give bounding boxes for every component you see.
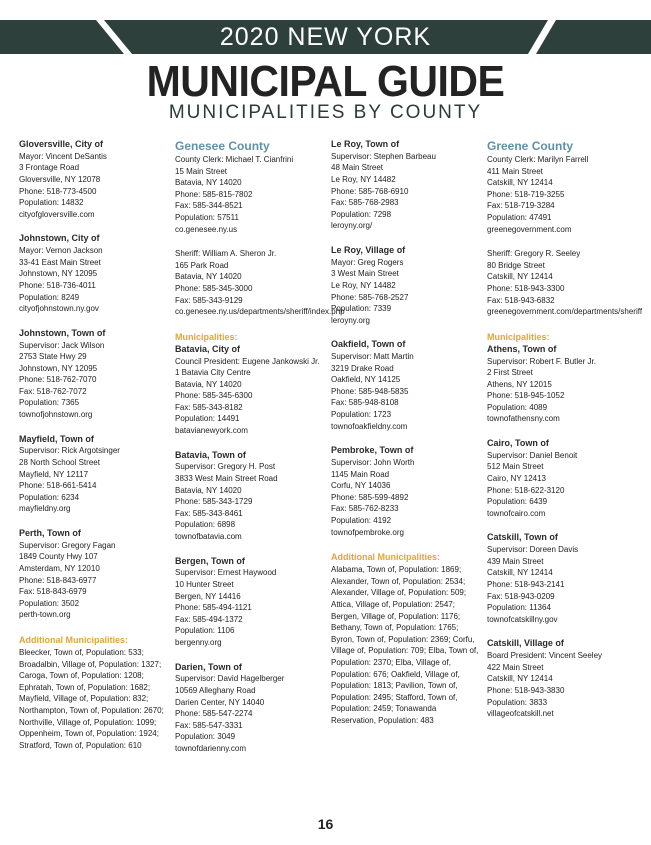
municipality-name: Cairo, Town of [487, 438, 549, 449]
county-clerk-block-line: Phone: 518-719-3255 [487, 189, 565, 199]
county-clerk-block-line: greenegovernment.com [487, 224, 572, 234]
municipality-detail: Fax: 585-343-8461 [175, 508, 243, 518]
municipality-entry [175, 344, 325, 437]
county-clerk-block-line: 15 Main Street [175, 166, 228, 176]
municipality-detail: Mayor: Vernon Jackson [19, 246, 103, 256]
municipality-detail: Supervisor: Stephen Barbeau [331, 151, 436, 161]
municipality-detail: Supervisor: David Hagelberger [175, 674, 285, 684]
municipality-detail: Supervisor: Ernest Haywood [175, 568, 277, 578]
municipality-detail: 10569 Alleghany Road [175, 685, 256, 695]
municipality-detail: Population: 4089 [487, 402, 548, 412]
sheriff-block-line: Sheriff: Gregory R. Seeley [487, 249, 581, 259]
municipality-detail: Phone: 518-943-3830 [487, 685, 565, 695]
municipalities-heading: Municipalities: [175, 331, 238, 342]
banner-title: 2020 NEW YORK [219, 23, 432, 51]
municipality-detail: Population: 6898 [175, 520, 236, 530]
municipality-detail: Fax: 585-948-8108 [331, 398, 399, 408]
municipality-entry [487, 532, 637, 625]
sheriff-block-line: Fax: 585-343-9129 [175, 295, 243, 305]
municipality-entry [19, 434, 169, 515]
municipality-detail: Amsterdam, NY 12010 [19, 564, 100, 574]
municipality-detail: Supervisor: Doreen Davis [487, 545, 579, 555]
sheriff-block-line: 80 Bridge Street [487, 260, 545, 270]
municipality-detail: 3833 West Main Street Road [175, 474, 278, 484]
municipality-entry [175, 450, 325, 543]
municipality-detail: Mayfield, NY 12117 [19, 469, 89, 479]
additional-municipalities-text: Alabama, Town of, Population: 1869; Alexander, Town of, Population: 2534; Alexander, Village of, Population: 509; Attica, Village of, Population: 2547; Bergen, Village of, Population: 1176; Bethany, Town of, Population: 1765; Byron, Town of, Population: 2369; Corfu, Village of, Population: 709; Elba, Town of, Population: 2370; Elba, Village of, Population: 676; Oakfield, Village of, Population: 1813; Pavilion, Town of, Population: 2495; Stafford, Town of, Population: 2459; Tonawanda Reservation, Population: 483 [331, 565, 479, 725]
municipality-detail: Johnstown, NY 12095 [19, 363, 98, 373]
municipality-detail: 3 West Main Street [331, 269, 399, 279]
sheriff-block-line: Catskill, NY 12414 [487, 272, 553, 282]
municipality-detail: Phone: 518-773-4500 [19, 186, 97, 196]
municipality-detail: cityofgloversville.com [19, 209, 95, 219]
municipality-entry [487, 344, 637, 425]
municipality-detail: Fax: 585-547-3331 [175, 720, 243, 730]
municipality-detail: Supervisor: Jack Wilson [19, 340, 105, 350]
municipality-detail: Fax: 518-762-7072 [19, 386, 87, 396]
municipality-detail: Phone: 585-345-6300 [175, 391, 253, 401]
municipality-detail: Supervisor: John Worth [331, 458, 415, 468]
municipality-detail: Supervisor: Rick Argotsinger [19, 446, 120, 456]
municipality-detail: Phone: 518-843-6977 [19, 575, 97, 585]
municipality-detail: Supervisor: Gregory Fagan [19, 540, 116, 550]
municipality-detail: 1 Batavia City Centre [175, 368, 251, 378]
additional-municipalities-text: Bleecker, Town of, Population: 533; Broadalbin, Village of, Population: 1327; Caroga, Town of, Population: 1208; Ephratah, Town of, Population: 1682; Mayfield, Village of, Population: 832; Northampton, Town of, Population: 2670; Northville, Village of, Population: 1099; Oppenheim, Town of, Population: 1924; Stratford, Town of, Population: 610 [19, 647, 164, 750]
county-clerk-block-line: Population: 47491 [487, 212, 552, 222]
municipality-detail: Batavia, NY 14020 [175, 485, 242, 495]
municipality-detail: Supervisor: Gregory H. Post [175, 462, 276, 472]
municipality-detail: Population: 8249 [19, 292, 80, 302]
municipality-detail: Fax: 518-843-6979 [19, 587, 87, 597]
municipality-detail: 422 Main Street [487, 662, 544, 672]
sheriff-block-line: 165 Park Road [175, 260, 229, 270]
municipality-detail: Council President: Eugene Jankowski Jr. [175, 356, 320, 366]
municipality-detail: Phone: 585-494-1121 [175, 603, 252, 613]
municipality-detail: townofpembroke.org [331, 527, 404, 537]
municipality-detail: Population: 3049 [175, 732, 236, 742]
county-clerk-block-line: co.genesee.ny.us [175, 224, 238, 234]
municipality-detail: Mayor: Greg Rogers [331, 257, 404, 267]
municipality-detail: Population: 1106 [175, 626, 235, 636]
municipality-detail: 1145 Main Road [331, 469, 390, 479]
municipality-entry [331, 445, 481, 538]
municipality-detail: Population: 11364 [487, 603, 551, 613]
municipality-detail: Population: 3502 [19, 598, 80, 608]
county-clerk-block [487, 154, 637, 235]
municipality-detail: Catskill, NY 12414 [487, 568, 553, 578]
county-clerk-block-line: Fax: 518-719-3284 [487, 201, 555, 211]
additional-municipalities-heading: Additional Municipalities: [331, 552, 441, 563]
municipality-detail: Gloversville, NY 12078 [19, 174, 101, 184]
municipality-entry [175, 556, 325, 649]
sheriff-block-line: Fax: 518-943-6832 [487, 295, 555, 305]
municipality-detail: Supervisor: Daniel Benoit [487, 450, 578, 460]
municipality-entry [19, 139, 169, 220]
municipality-detail: batavianewyork.com [175, 426, 248, 436]
municipality-name: Catskill, Village of [487, 638, 564, 649]
county-clerk-block-line: 411 Main Street [487, 166, 543, 176]
municipality-name: Le Roy, Village of [331, 244, 406, 255]
page-number: 16 [317, 816, 334, 832]
municipality-detail: Population: 3833 [487, 697, 548, 707]
sheriff-block-line: Phone: 585-345-3000 [175, 283, 253, 293]
municipality-detail: Fax: 585-494-1372 [175, 614, 243, 624]
sheriff-block [175, 248, 345, 318]
municipality-detail: Population: 6234 [19, 492, 80, 502]
column-1 [19, 139, 169, 751]
municipality-entry [331, 139, 481, 232]
municipality-name: Johnstown, Town of [19, 327, 106, 338]
county-heading: Greene County [487, 139, 574, 153]
municipality-detail: Phone: 518-736-4011 [19, 280, 96, 290]
municipality-detail: Mayor: Vincent DeSantis [19, 151, 107, 161]
county-clerk-block-line: County Clerk: Marilyn Farrell [487, 155, 589, 164]
county-clerk-block-line: County Clerk: Michael T. Cianfrini [175, 155, 294, 164]
municipality-name: Batavia, Town of [175, 449, 246, 460]
municipality-detail: Phone: 585-547-2274 [175, 709, 253, 719]
municipality-detail: townofcatskillny.gov [487, 614, 558, 624]
municipality-detail: Oakfield, NY 14125 [331, 375, 401, 385]
municipality-name: Johnstown, City of [19, 233, 100, 244]
sheriff-block-line: Sheriff: William A. Sheron Jr. [175, 249, 277, 259]
municipality-detail: Fax: 518-943-0209 [487, 591, 555, 601]
municipality-entry [19, 233, 169, 314]
municipality-detail: Phone: 585-599-4892 [331, 492, 409, 502]
municipality-name: Gloversville, City of [19, 139, 104, 149]
municipality-detail: Phone: 585-948-5835 [331, 386, 409, 396]
municipality-name: Perth, Town of [19, 528, 81, 539]
sheriff-block-line: Phone: 518-943-3300 [487, 283, 565, 293]
municipality-detail: 1849 County Hwy 107 [19, 552, 98, 562]
municipality-detail: 512 Main Street [487, 462, 544, 472]
municipality-detail: Population: 7298 [331, 209, 392, 219]
municipality-name: Catskill, Town of [487, 532, 558, 543]
sheriff-block-line: co.genesee.ny.us/departments/sheriff/index.php [175, 307, 345, 317]
municipality-detail: cityofjohnstown.ny.gov [19, 304, 99, 314]
municipality-detail: Bergen, NY 14416 [175, 591, 241, 601]
municipality-detail: Johnstown, NY 12095 [19, 269, 98, 279]
county-clerk-block [175, 154, 325, 235]
additional-municipalities-heading: Additional Municipalities: [19, 634, 129, 645]
municipality-detail: Phone: 518-661-5414 [19, 481, 97, 491]
municipality-detail: Athens, NY 12015 [487, 379, 552, 389]
municipality-entry [331, 245, 481, 326]
municipality-entry [19, 528, 169, 621]
header-banner [0, 20, 651, 54]
county-clerk-block-line: Fax: 585-344-8521 [175, 201, 243, 211]
municipality-name: Batavia, City of [175, 343, 241, 354]
municipality-detail: Phone: 585-343-1729 [175, 497, 253, 507]
municipality-detail: 48 Main Street [331, 163, 384, 173]
municipality-detail: Phone: 518-762-7070 [19, 375, 97, 385]
page-title: MUNICIPAL GUIDE [146, 56, 505, 106]
municipality-name: Mayfield, Town of [19, 433, 94, 444]
municipality-detail: Le Roy, NY 14482 [331, 280, 396, 290]
municipality-detail: Population: 4192 [331, 516, 392, 526]
municipality-detail: Fax: 585-762-8233 [331, 504, 399, 514]
sheriff-block-line: greenegovernment.com/departments/sheriff [487, 307, 643, 317]
municipality-detail: 28 North School Street [19, 458, 100, 468]
municipality-entry [487, 638, 637, 719]
municipality-detail: Population: 14832 [19, 198, 84, 208]
municipality-name: Pembroke, Town of [331, 445, 414, 456]
municipality-entry [487, 438, 637, 519]
county-clerk-block-line: Phone: 585-815-7802 [175, 189, 253, 199]
municipality-entry [175, 662, 325, 755]
municipalities-heading: Municipalities: [487, 331, 550, 342]
column-3 [331, 139, 481, 727]
municipality-detail: Cairo, NY 12413 [487, 474, 546, 484]
municipality-detail: Population: 1723 [331, 410, 392, 420]
municipality-name: Darien, Town of [175, 661, 242, 672]
municipality-detail: townofcairo.com [487, 508, 546, 518]
municipality-detail: leroyny.org [331, 315, 370, 325]
page-subtitle: MUNICIPALITIES BY COUNTY [168, 102, 483, 123]
municipality-name: Athens, Town of [487, 343, 557, 354]
sheriff-block-line: Batavia, NY 14020 [175, 272, 242, 282]
municipality-detail: Population: 7339 [331, 304, 392, 314]
municipality-detail: townofdarienny.com [175, 743, 246, 753]
municipality-detail: Population: 14491 [175, 414, 240, 424]
municipality-detail: Phone: 518-943-2141 [487, 580, 565, 590]
municipality-detail: villageofcatskill.net [487, 709, 554, 719]
municipality-detail: 33-41 East Main Street [19, 257, 101, 267]
county-clerk-block-line: Batavia, NY 14020 [175, 178, 242, 188]
county-heading: Genesee County [175, 139, 270, 153]
municipality-detail: Phone: 585-768-2527 [331, 292, 409, 302]
municipality-detail: 439 Main Street [487, 556, 544, 566]
municipality-detail: Population: 7365 [19, 398, 80, 408]
municipality-detail: Fax: 585-343-8182 [175, 402, 243, 412]
municipality-detail: Batavia, NY 14020 [175, 379, 242, 389]
municipality-detail: 2 First Street [487, 368, 533, 378]
municipality-detail: Corfu, NY 14036 [331, 481, 391, 491]
municipality-detail: Phone: 518-945-1052 [487, 391, 565, 401]
municipality-detail: Phone: 585-768-6910 [331, 186, 409, 196]
municipality-entry [19, 328, 169, 421]
municipality-detail: bergenny.org [175, 637, 222, 647]
municipality-detail: Darien Center, NY 14040 [175, 697, 265, 707]
column-4 [487, 139, 643, 733]
municipality-detail: Phone: 518-622-3120 [487, 485, 565, 495]
municipality-detail: townofjohnstown.org [19, 410, 93, 420]
municipality-detail: 2753 State Hwy 29 [19, 352, 87, 362]
municipality-detail: Population: 6439 [487, 497, 548, 507]
municipality-detail: Le Roy, NY 14482 [331, 174, 396, 184]
county-clerk-block-line: Catskill, NY 12414 [487, 178, 553, 188]
municipality-detail: Catskill, NY 12414 [487, 674, 553, 684]
municipality-detail: 10 Hunter Street [175, 580, 234, 590]
sheriff-block [487, 248, 643, 318]
municipality-name: Bergen, Town of [175, 555, 245, 566]
municipality-detail: townofoakfieldny.com [331, 421, 408, 431]
column-2 [175, 139, 345, 768]
municipality-entry [331, 339, 481, 432]
municipality-detail: Supervisor: Matt Martin [331, 352, 414, 362]
municipality-detail: 3 Frontage Road [19, 163, 80, 173]
municipality-detail: 3219 Drake Road [331, 363, 394, 373]
municipality-detail: mayfieldny.org [19, 504, 71, 514]
municipality-detail: Board President: Vincent Seeley [487, 651, 603, 661]
municipality-detail: Fax: 585-768-2983 [331, 198, 399, 208]
municipality-detail: Supervisor: Robert F. Butler Jr. [487, 356, 596, 366]
county-clerk-block-line: Population: 57511 [175, 212, 239, 222]
municipality-detail: townofathensny.com [487, 414, 560, 424]
municipality-detail: perth-town.org [19, 610, 71, 620]
municipality-name: Oakfield, Town of [331, 339, 406, 350]
municipality-detail: leroyny.org/ [331, 221, 373, 231]
municipality-name: Le Roy, Town of [331, 139, 400, 149]
municipality-detail: townofbatavia.com [175, 532, 242, 542]
